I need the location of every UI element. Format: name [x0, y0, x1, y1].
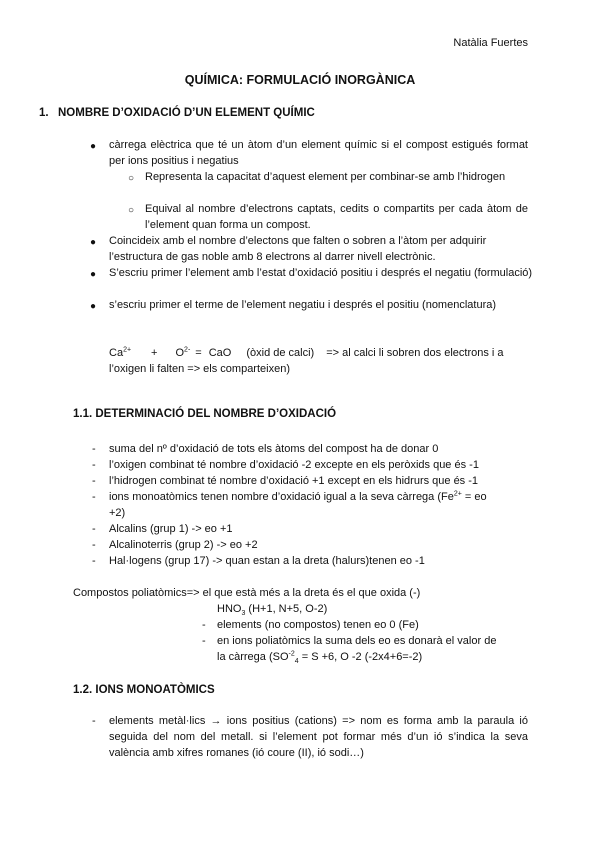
dash-bullet-icon: -: [92, 555, 96, 567]
charge-line-end: = S +6, O -2 (-2x4+6=-2): [298, 651, 423, 663]
dash-bullet-icon: -: [92, 539, 96, 551]
example-result: CaO: [208, 347, 232, 359]
example-calcium: Ca: [109, 347, 124, 359]
bullet-icon: ●: [90, 237, 97, 248]
section-1-bullet-3: S’escriu primer l’element amb l’estat d’oxidació positiu i després el negatiu (formulació): [109, 267, 533, 279]
example-equals: =: [195, 347, 202, 359]
section-1-bullet-2: Coincideix amb el nombre d’electons que falten o sobren a l’àtom per adquirir l’estructura de gas noble amb 8 electrons al darrer nivell electrònic.: [109, 235, 487, 263]
monoatomic-item-tail: = eo: [461, 491, 487, 503]
polyatomic-formula: [217, 601, 533, 617]
charge-line-sup: -2: [288, 650, 295, 658]
dash-bullet-icon: -: [92, 491, 96, 503]
section-1-2-heading: 1.2. IONS MONOATÒMICS: [73, 684, 215, 696]
section-1-1-item-7: Hal·logens (grup 17) -> quan estan a la dreta (halurs)tenen eo -1: [109, 555, 425, 567]
polyatomic-label: Compostos poliatòmics: [73, 587, 187, 599]
bullet-icon: ●: [90, 301, 97, 312]
dash-bullet-icon: -: [92, 715, 96, 727]
bullet-icon: ●: [90, 269, 97, 280]
section-1-subbullet-1: Representa la capacitat d’aquest element per combinar-se amb l’hidrogen: [145, 171, 506, 183]
charge-line-sub: 4: [294, 658, 299, 666]
polyatomic-charge-line: [217, 649, 533, 665]
section-1-1-item-5: Alcalins (grup 1) -> eo +1: [109, 523, 233, 535]
circle-bullet-icon: ○: [128, 205, 135, 216]
section-1-heading: [39, 107, 315, 119]
formula-hno: HNO: [217, 603, 242, 615]
section-1-2-item-1: elements metàl·lics → ions positius (cations) => nom es forma amb la paraula ió seguida del nom del metall. si l’element pot formar més d’un ió s’indica la seva valència amb xifres romanes (ió coure (II), ió sodi…): [109, 715, 528, 759]
example-explanation-line-2: l’oxigen li falten => els comparteixen): [109, 363, 290, 375]
formula-hno-note: (H+1, N+5, O-2): [245, 603, 328, 615]
bullet-icon: ●: [90, 141, 97, 152]
section-1-1-item-4: [109, 489, 534, 505]
polyatomic-sub-item-2: en ions poliatòmics la suma dels eo es donarà el valor de: [217, 635, 497, 647]
monoatomic-item-line-2: +2): [109, 507, 126, 519]
monoatomic-item-charge: 2+: [453, 490, 462, 498]
section-1-1-heading: 1.1. DETERMINACIÓ DEL NOMBRE D’OXIDACIÓ: [73, 408, 337, 420]
example-oxygen: O: [175, 347, 185, 359]
section-1-number: 1.: [39, 107, 49, 119]
monoatomic-item-text: ions monoatòmics tenen nombre d’oxidació igual a la seva càrrega (Fe: [109, 491, 454, 503]
example-calcium-charge: 2+: [123, 346, 132, 354]
section-1-1-item-2: l’oxigen combinat té nombre d’oxidació -2 excepte en els peròxids que és -1: [109, 459, 479, 471]
formula-hno-subscript: 3: [241, 610, 246, 618]
polyatomic-line: [73, 585, 533, 601]
section-1-bullet-4: s’escriu primer el terme de l’element negatiu i després el positiu (nomenclatura): [109, 299, 497, 311]
dash-bullet-icon: -: [92, 475, 96, 487]
section-1-1-item-6: Alcalinoterris (grup 2) -> eo +2: [109, 539, 258, 551]
oxidation-example: [109, 345, 534, 361]
example-oxygen-charge: 2-: [184, 346, 191, 354]
author-name: Natàlia Fuertes: [453, 37, 528, 49]
dash-bullet-icon: -: [202, 619, 206, 631]
section-1-title: NOMBRE D’OXIDACIÓ D’UN ELEMENT QUÍMIC: [58, 107, 315, 119]
example-plus: +: [151, 347, 158, 359]
charge-line-start: la càrrega (SO: [217, 651, 289, 663]
example-explanation: => al calci li sobren dos electrons i a: [326, 347, 504, 359]
dash-bullet-icon: -: [202, 635, 206, 647]
circle-bullet-icon: ○: [128, 173, 135, 184]
dash-bullet-icon: -: [92, 443, 96, 455]
polyatomic-text: => el que està més a la dreta és el que oxida (-): [186, 587, 421, 599]
example-note: (òxid de calci): [246, 347, 315, 359]
section-1-subbullet-2: Equival al nombre d’electrons captats, cedits o compartits per cada àtom de l’element quan forma un compost.: [145, 203, 528, 231]
dash-bullet-icon: -: [92, 523, 96, 535]
section-1-bullet-1: càrrega elèctrica que té un àtom d’un element químic si el compost estigués format per ions positius i negatius: [109, 139, 528, 167]
section-1-1-item-1: suma del nº d’oxidació de tots els àtoms del compost ha de donar 0: [109, 443, 439, 455]
document-title: QUÍMICA: FORMULACIÓ INORGÀNICA: [184, 73, 416, 87]
dash-bullet-icon: -: [92, 459, 96, 471]
polyatomic-sub-item-1: elements (no compostos) tenen eo 0 (Fe): [217, 619, 419, 631]
section-1-1-item-3: l’hidrogen combinat té nombre d’oxidació +1 except en els hidrurs que és -1: [109, 475, 479, 487]
